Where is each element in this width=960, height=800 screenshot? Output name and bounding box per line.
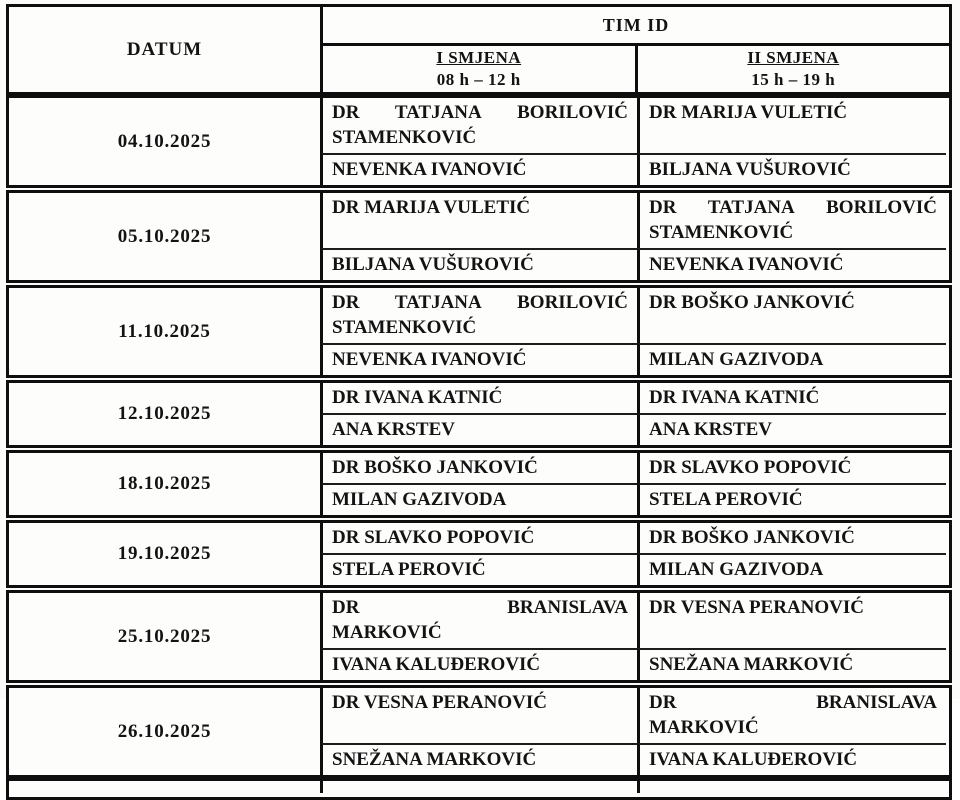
doctor-name-line: DR TATJANA BORILOVIĆ [332,102,628,123]
doctor-name-line: STAMENKOVIĆ [649,222,794,243]
header-right-block [320,7,949,92]
nurse-name: NEVENKA IVANOVIĆ [332,349,527,370]
partial-next-row [6,778,952,800]
shift-2-doctor-cell [637,523,946,553]
date-cell [9,193,320,280]
date-label: 12.10.2025 [117,403,212,424]
nurse-name: BILJANA VUŠUROVIĆ [332,254,534,275]
partial-shift-2-cell [637,781,946,793]
shift-2-nurse-cell [637,483,946,515]
date-cell [9,688,320,775]
column-header-shift-2 [635,46,950,92]
date-label: 11.10.2025 [118,320,211,342]
schedule-row [6,285,952,378]
doctor-name-line: DR SLAVKO POPOVIĆ [332,527,535,548]
date-cell [9,98,320,185]
doctor-name-line: STAMENKOVIĆ [332,317,477,338]
date-label: 05.10.2025 [117,225,212,247]
shift-2-name: II SMJENA [747,48,840,67]
shift-2-doctor-cell [637,593,946,648]
date-label: 04.10.2025 [117,130,212,152]
schedule-row [6,520,952,588]
date-label: 18.10.2025 [117,473,212,494]
schedule-row [6,450,952,518]
nurse-name: IVANA KALUĐEROVIĆ [649,749,858,770]
table-header [6,4,952,95]
shift-2-hours: 15 h – 19 h [751,70,836,89]
nurse-name: NEVENKA IVANOVIĆ [332,159,527,180]
shift-1-doctor-cell [320,593,637,648]
shift-2-doctor-cell [637,98,946,153]
date-label: 26.10.2025 [117,720,212,742]
nurse-name: BILJANA VUŠUROVIĆ [649,159,851,180]
shift-2-doctor-cell [637,193,946,248]
shift-1-nurse-cell [320,553,637,585]
shift-2-doctor-cell [637,288,946,343]
nurse-name: ANA KRSTEV [649,419,772,440]
nurse-name: ANA KRSTEV [332,419,455,440]
shift-1-nurse-cell [320,248,637,280]
nurse-name: STELA PEROVIĆ [332,559,486,580]
nurse-name: MILAN GAZIVODA [649,349,824,370]
date-label: 25.10.2025 [117,625,212,647]
shift-1-hours: 08 h – 12 h [436,70,521,89]
shift-2-doctor-cell [637,453,946,483]
doctor-name-line: DR MARIJA VULETIĆ [332,197,531,218]
nurse-name: MILAN GAZIVODA [332,489,507,510]
date-cell [9,383,320,445]
shift-2-nurse-cell [637,648,946,680]
date-cell [9,453,320,515]
shift-1-name: I SMJENA [436,48,522,67]
shift-1-doctor-cell [320,383,637,413]
schedule-row [6,95,952,188]
shift-2-nurse-cell [637,743,946,775]
doctor-name-line: DR BOŠKO JANKOVIĆ [649,527,855,548]
schedule-row [6,685,952,778]
schedule-row [6,190,952,283]
shift-1-doctor-cell [320,98,637,153]
doctor-name-line: DR BOŠKO JANKOVIĆ [332,457,538,478]
shift-1-doctor-cell [320,453,637,483]
doctor-name-line: DR VESNA PERANOVIĆ [649,597,865,618]
shift-2-nurse-cell [637,413,946,445]
shift-1-nurse-cell [320,343,637,375]
doctor-name-line: DR SLAVKO POPOVIĆ [649,457,852,478]
doctor-name-line: DR TATJANA BORILOVIĆ [649,197,937,218]
shift-1-nurse-cell [320,413,637,445]
shift-1-doctor-cell [320,688,637,743]
date-cell [9,288,320,375]
doctor-name-line: DR VESNA PERANOVIĆ [332,692,548,713]
nurse-name: IVANA KALUĐEROVIĆ [332,654,541,675]
partial-shift-1-cell [320,781,637,793]
shift-1-doctor-cell [320,523,637,553]
shift-2-doctor-cell [637,383,946,413]
column-header-shift-1 [323,46,635,92]
doctor-name-line: DR BOŠKO JANKOVIĆ [649,292,855,313]
nurse-name: SNEŽANA MARKOVIĆ [649,654,854,675]
date-cell [9,523,320,585]
shift-1-nurse-cell [320,153,637,185]
doctor-name-line: DR TATJANA BORILOVIĆ [332,292,628,313]
shift-headers [323,46,949,92]
shift-2-nurse-cell [637,343,946,375]
schedule-rows [6,95,952,778]
date-label: 19.10.2025 [117,543,212,564]
shift-2-doctor-cell [637,688,946,743]
nurse-name: SNEŽANA MARKOVIĆ [332,749,537,770]
nurse-name: MILAN GAZIVODA [649,559,824,580]
nurse-name: NEVENKA IVANOVIĆ [649,254,844,275]
nurse-name: STELA PEROVIĆ [649,489,803,510]
doctor-name-line: DR IVANA KATNIĆ [332,387,503,408]
column-header-datum: DATUM [126,38,203,60]
partial-date-cell [9,781,320,797]
doctor-name-line: MARKOVIĆ [649,717,759,738]
shift-2-nurse-cell [637,248,946,280]
column-header-tim-id: TIM ID [323,7,949,46]
schedule-row [6,590,952,683]
doctor-name-line: DR MARIJA VULETIĆ [649,102,848,123]
doctor-name-line: DR IVANA KATNIĆ [649,387,820,408]
date-cell [9,593,320,680]
shift-2-nurse-cell [637,553,946,585]
doctor-name-line: DR BRANISLAVA [649,692,937,713]
shift-1-nurse-cell [320,648,637,680]
shift-1-nurse-cell [320,743,637,775]
shift-2-nurse-cell [637,153,946,185]
doctor-name-line: DR BRANISLAVA [332,597,628,618]
shift-1-nurse-cell [320,483,637,515]
doctor-name-line: MARKOVIĆ [332,622,442,643]
shift-1-doctor-cell [320,193,637,248]
shift-1-doctor-cell [320,288,637,343]
doctor-name-line: STAMENKOVIĆ [332,127,477,148]
schedule-row [6,380,952,448]
schedule-table [6,4,952,800]
